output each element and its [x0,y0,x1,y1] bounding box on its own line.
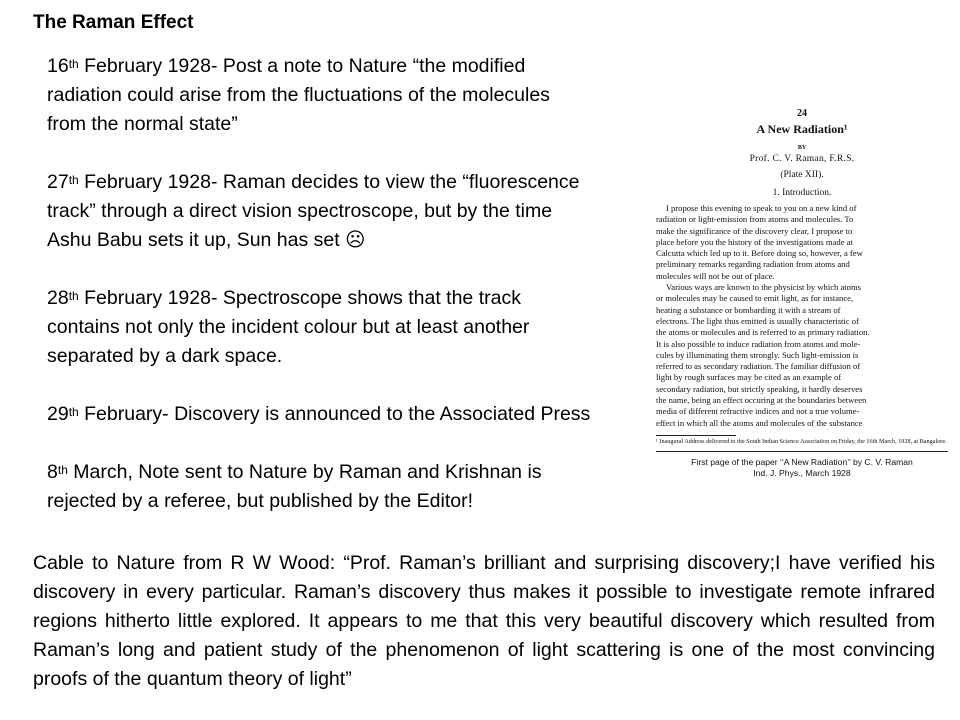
timeline [47,52,657,545]
caption-divider [656,451,948,452]
paper-body-line: radiation or light-emission from atoms and molecules. To [656,214,854,225]
entry-text: March, Note sent to Nature by Raman and Krishnan is rejected by a referee, but published by the Editor! [47,461,542,512]
entry-text: February 1928- Post a note to Nature “the modified radiation could arise from the fluctuations of the molecules from the normal state” [47,55,550,135]
entry-ordinal: th [68,405,79,419]
paper-body-line: preliminary remarks regarding radiation from atoms and [656,259,850,270]
paper-body-line: media of different refractive indices and not a true volume- [656,406,860,417]
paper-body-line: I propose this evening to speak to you on a new kind of [666,203,857,213]
timeline-entry [47,400,657,429]
paper-body-line: electrons. The light thus emitted is usually characteristic of [656,315,859,326]
timeline-entry [47,52,657,139]
entry-day: 8 [47,461,58,483]
paper-title: A New Radiation¹ [756,122,848,136]
entry-text: February- Discovery is announced to the Associated Press [78,403,591,425]
paper-body-line: Various ways are known to the physicist by which atoms [666,282,861,293]
paper-caption [656,457,948,479]
entry-ordinal: th [68,57,79,71]
paper-body-line: light by rough surfaces may be cited as an example of [656,372,842,383]
entry-ordinal: th [68,173,79,187]
paper-caption-line: First page of the paper ‘‘A New Radiation’’ by C. V. Raman [691,456,913,467]
slide-title: The Raman Effect [33,12,194,33]
paper-by: BY [797,145,807,151]
paper-scan-image [656,108,948,556]
entry-text: February 1928- Raman decides to view the “fluorescence track” through a direct vision spectroscope, but by the time Ashu Babu sets it up, Sun has set ☹ [47,171,580,251]
entry-ordinal: th [57,463,68,477]
paper-page-number: 24 [797,108,807,119]
timeline-entry [47,168,657,255]
paper-author: Prof. C. V. Raman, F.R.S. [749,154,855,164]
paper-caption-line: Ind. J. Phys., March 1928 [753,467,851,478]
paper-body-line: the atoms or molecules and is referred to as primary radiation. [656,327,870,338]
timeline-entry [47,284,657,371]
entry-day: 29 [47,403,69,425]
entry-day: 28 [47,287,69,309]
paper-body-line: place before you the history of the investigations made at [656,236,853,247]
paper-body-line: heating a substance or bombarding it with a stream of [656,304,841,315]
paper-body-line: the name, being an effect occuring at the boundaries between [656,395,867,406]
paper-section-heading: 1. Introduction. [772,188,832,198]
entry-day: 27 [47,171,69,193]
paper-body-line: Calcutta which led up to it. Before doing so, however, a few [656,248,863,259]
paper-body [656,203,948,429]
paper-body-line: secondary radiation, but strictly speaking, it hardly deserves [656,383,863,394]
paper-body-line: molecules will not be out of place. [656,270,775,281]
paper-body-line: make the significance of the discovery clear, I propose to [656,225,853,236]
paper-footnote: ¹ Inaugural Address delivered to the South Indian Science Association on Friday, the 16th March, 1928, at Bangalore. [656,437,947,445]
paper-body-line: referred to as secondary radiation. The familiar diffusion of [656,361,861,372]
paper-body-line: It is also possible to induce radiation from atoms and mole- [656,338,861,349]
entry-text: February 1928- Spectroscope shows that the track contains not only the incident colour but at least another separated by a dark space. [47,287,530,367]
paper-body-line: effect in which all the atoms and molecules of the substance [656,417,863,428]
cable-quote: Cable to Nature from R W Wood: “Prof. Raman’s brilliant and surprising discovery;I have verified his discovery in every particular. Raman’s discovery thus makes it possible to investigate remote infrared regions hitherto little explored. It appears to me that this very beautiful discovery which resulted from Raman’s long and patient study of the phenomenon of light scattering is one of the most convincing proofs of the quantum theory of light” [33,552,935,690]
entry-day: 16 [47,55,69,77]
entry-ordinal: th [68,289,79,303]
paper-plate: (Plate XII). [780,170,824,180]
paper-body-line: or molecules may be caused to emit light, as for instance, [656,293,854,304]
timeline-entry [47,458,657,516]
footnote-divider [656,435,736,436]
paper-body-line: cules by illuminating them strongly. Such light-emission is [656,349,859,360]
